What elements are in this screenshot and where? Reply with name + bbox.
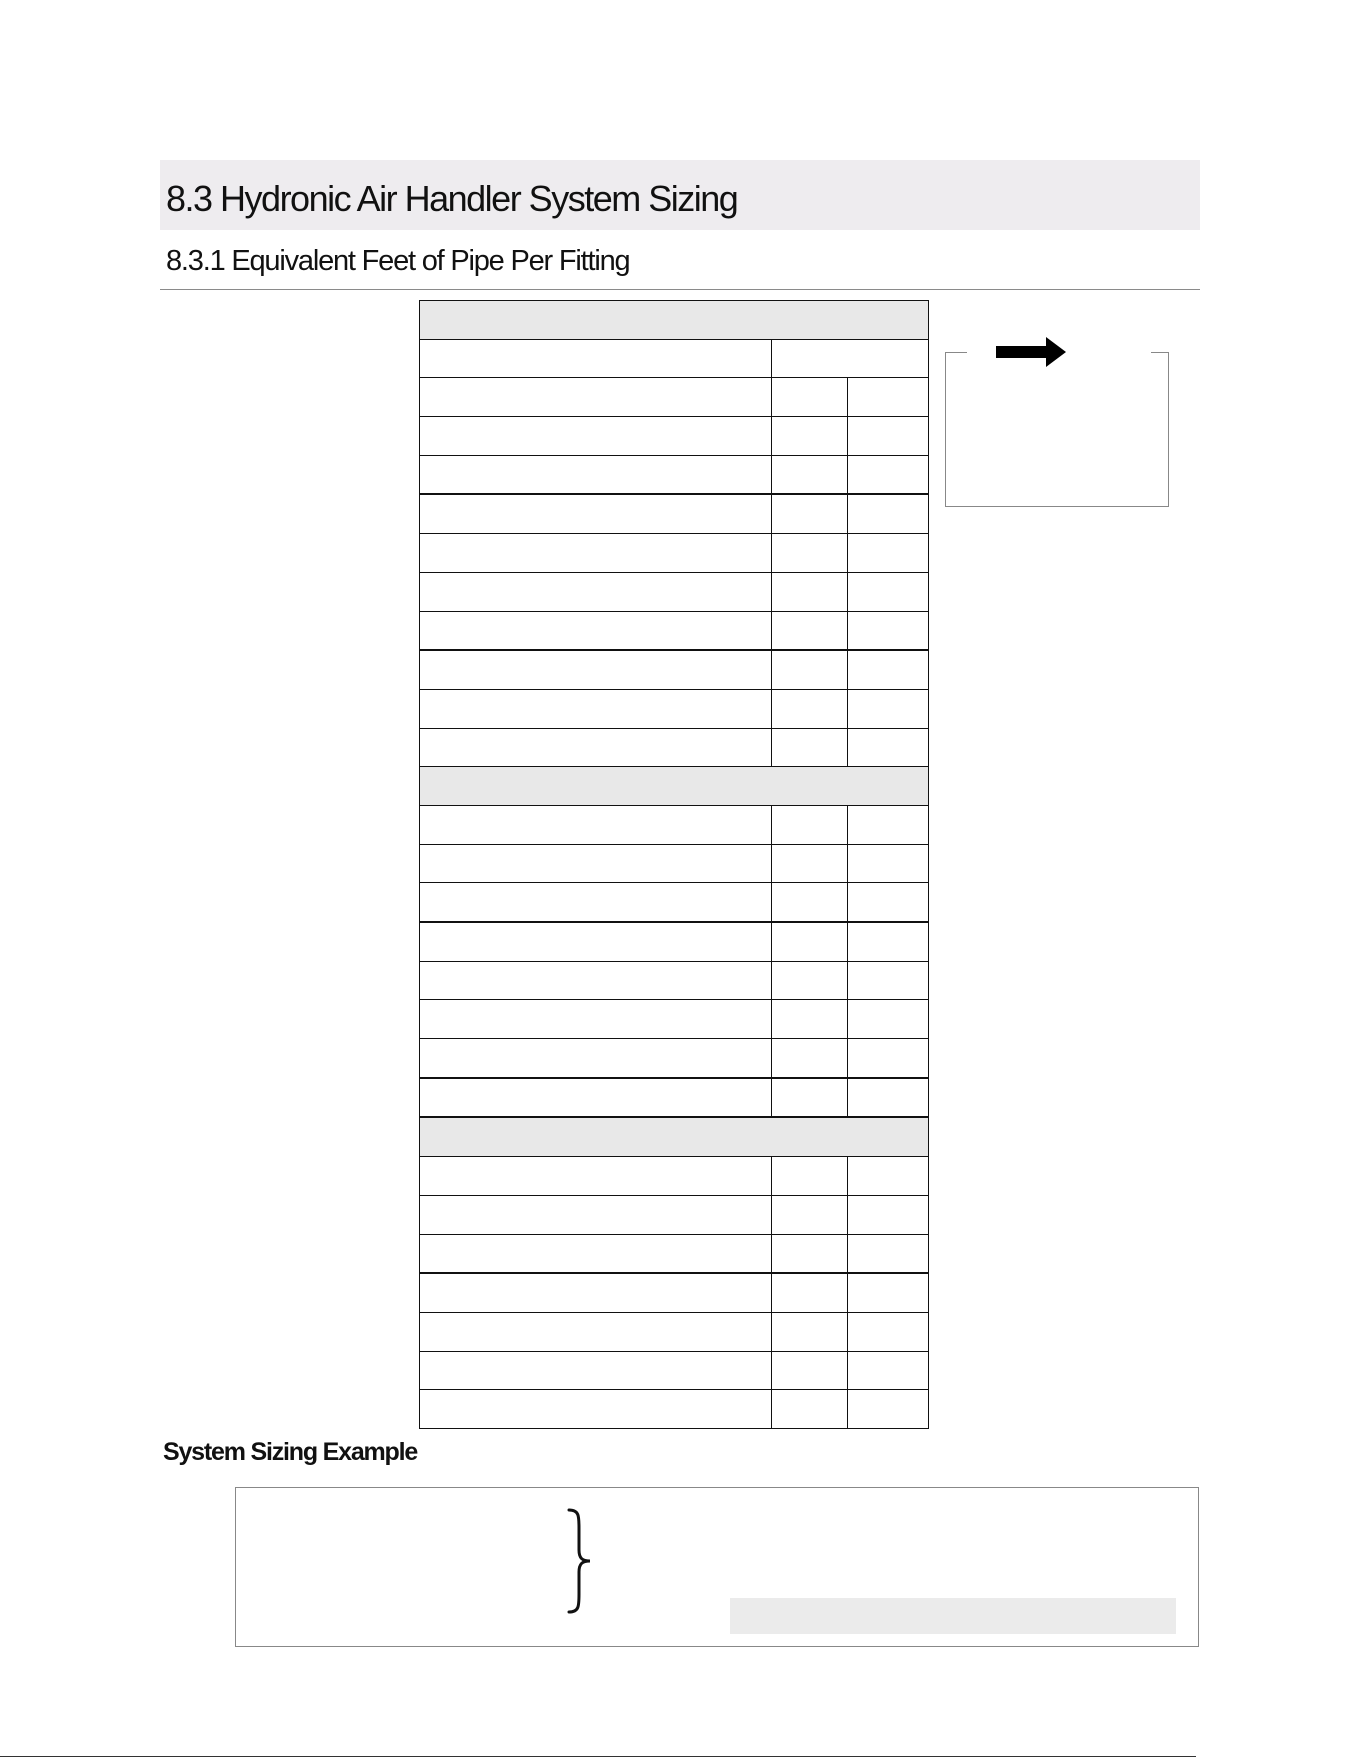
table-cell	[772, 883, 848, 922]
table-cell	[420, 1039, 772, 1078]
table-row	[420, 961, 929, 1000]
table-row	[420, 1000, 929, 1039]
table-cell	[772, 455, 848, 494]
table-row	[420, 883, 929, 922]
table-cell	[772, 844, 848, 883]
table-cell	[772, 1039, 848, 1078]
table-row	[420, 572, 929, 611]
table-cell	[420, 339, 772, 378]
table-cell	[420, 494, 772, 533]
table-cell	[848, 922, 929, 961]
table-cell	[848, 844, 929, 883]
table-cell	[848, 494, 929, 533]
example-result-bar	[730, 1598, 1176, 1634]
table-cell	[772, 494, 848, 533]
table-cell	[848, 611, 929, 650]
table-row	[420, 1234, 929, 1273]
table-group-header	[420, 301, 929, 340]
table-cell	[848, 1195, 929, 1234]
table-cell	[420, 961, 772, 1000]
table-cell	[420, 378, 772, 417]
table-cell	[420, 1117, 929, 1156]
table-row	[420, 494, 929, 533]
table-cell	[772, 339, 929, 378]
table-cell	[420, 534, 772, 573]
table-cell	[772, 572, 848, 611]
table-row	[420, 1078, 929, 1118]
table-cell	[848, 1312, 929, 1351]
table-cell	[420, 883, 772, 922]
table-row	[420, 1157, 929, 1196]
table-cell	[772, 1312, 848, 1351]
table-cell	[420, 1157, 772, 1196]
table-cell	[420, 1273, 772, 1312]
table-row	[420, 1039, 929, 1078]
table-cell	[848, 1157, 929, 1196]
table-cell	[772, 611, 848, 650]
table-cell	[420, 1312, 772, 1351]
table-row	[420, 455, 929, 494]
table-cell	[772, 534, 848, 573]
table-cell	[848, 961, 929, 1000]
table-header-row	[420, 339, 929, 378]
note-box-top-edge	[945, 352, 967, 353]
table-cell	[772, 922, 848, 961]
table-cell	[772, 1273, 848, 1312]
table-row	[420, 728, 929, 767]
table-cell	[420, 1000, 772, 1039]
table-cell	[772, 1000, 848, 1039]
table-row	[420, 1312, 929, 1351]
table-row	[420, 805, 929, 844]
table-cell	[848, 417, 929, 456]
table-cell	[420, 417, 772, 456]
table-cell	[772, 378, 848, 417]
table-cell	[420, 767, 929, 806]
table-cell	[420, 1351, 772, 1390]
table-cell	[848, 572, 929, 611]
section-title: 8.3 Hydronic Air Handler System Sizing	[166, 178, 738, 219]
table-cell	[420, 1390, 772, 1429]
table-cell	[848, 378, 929, 417]
table-group-header	[420, 1117, 929, 1156]
table-row	[420, 922, 929, 961]
table-row	[420, 1351, 929, 1390]
table-cell	[772, 728, 848, 767]
table-cell	[420, 572, 772, 611]
table-row	[420, 417, 929, 456]
table-cell	[772, 1195, 848, 1234]
table-cell	[772, 650, 848, 689]
table-cell	[420, 611, 772, 650]
table-cell	[848, 650, 929, 689]
table-row	[420, 689, 929, 728]
table-cell	[420, 455, 772, 494]
note-box	[945, 352, 1169, 507]
table-cell	[420, 728, 772, 767]
table-cell	[772, 1351, 848, 1390]
table-cell	[772, 1234, 848, 1273]
table-cell	[848, 883, 929, 922]
table-cell	[848, 1000, 929, 1039]
table-cell	[848, 689, 929, 728]
fittings-table	[419, 300, 929, 1429]
table-cell	[420, 1234, 772, 1273]
table-cell	[420, 805, 772, 844]
table-row	[420, 378, 929, 417]
table-cell	[848, 805, 929, 844]
table-cell	[420, 844, 772, 883]
table-cell	[848, 1078, 929, 1118]
table-row	[420, 1390, 929, 1429]
table-cell	[772, 1390, 848, 1429]
table-cell	[848, 1351, 929, 1390]
table-cell	[848, 1390, 929, 1429]
table-cell	[420, 650, 772, 689]
table-group-header	[420, 767, 929, 806]
table-cell	[420, 922, 772, 961]
example-title: System Sizing Example	[163, 1438, 418, 1466]
curly-brace-icon	[565, 1508, 593, 1614]
table-cell	[772, 1157, 848, 1196]
table-cell	[772, 689, 848, 728]
table-row	[420, 534, 929, 573]
note-box-top-edge	[1151, 352, 1168, 353]
table-cell	[848, 1039, 929, 1078]
table-row	[420, 650, 929, 689]
table-row	[420, 1195, 929, 1234]
table-cell	[848, 1234, 929, 1273]
table-cell	[848, 1273, 929, 1312]
table-cell	[772, 417, 848, 456]
table-cell	[420, 301, 929, 340]
table-cell	[420, 689, 772, 728]
table-cell	[772, 961, 848, 1000]
right-arrow-icon	[996, 336, 1068, 368]
subsection-title: 8.3.1 Equivalent Feet of Pipe Per Fitting	[166, 245, 630, 277]
table-cell	[420, 1195, 772, 1234]
table-cell	[772, 1078, 848, 1118]
table-cell	[848, 728, 929, 767]
table-row	[420, 1273, 929, 1312]
table-row	[420, 844, 929, 883]
table-cell	[772, 805, 848, 844]
footer-divider	[0, 1756, 1196, 1757]
table-row	[420, 611, 929, 650]
table-cell	[848, 455, 929, 494]
subsection-divider	[160, 289, 1200, 290]
table-cell	[420, 1078, 772, 1118]
table-cell	[848, 534, 929, 573]
